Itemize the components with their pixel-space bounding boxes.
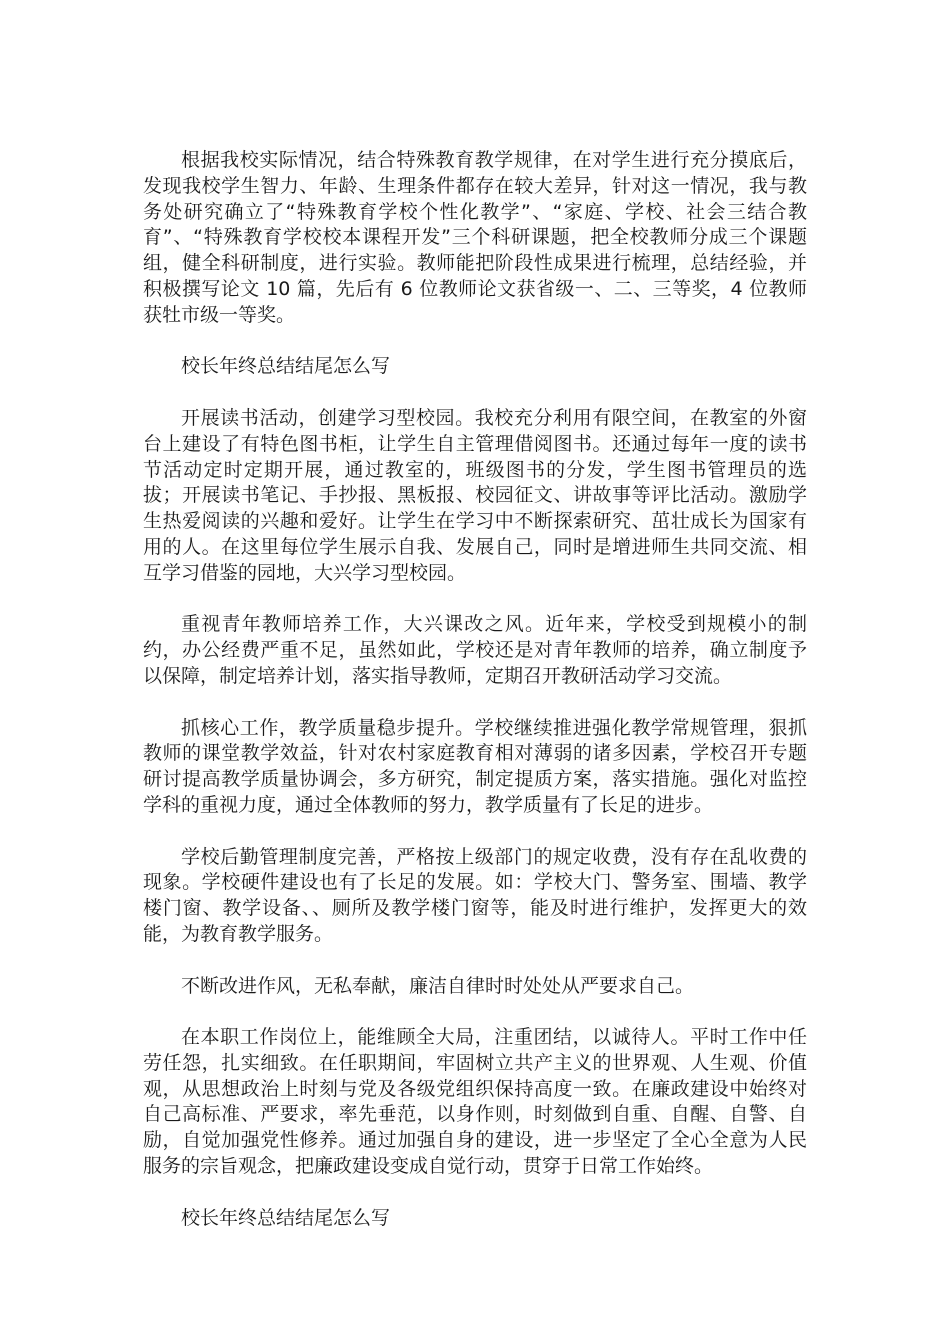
paragraph-integrity: 在本职工作岗位上，能维顾全大局，注重团结，以诚待人。平时工作中任劳任怨，扎实细致。在任职期间，牢固树立共产主义的世界观、人生观、价值观，从思想政治上时刻与党及各级党组织保持高度一致。在廉政建设中始终对自己高标准、严要求，率先垂范，以身作则，时刻做到自重、自醒、自警、自励，自觉加强党性修养。通过加强自身的建设，进一步坚定了全心全意为人民服务的宗旨观念，把廉政建设变成自觉行动，贯穿于日常工作始终。 bbox=[143, 1026, 807, 1178]
paragraph-logistics: 学校后勤管理制度完善，严格按上级部门的规定收费，没有存在乱收费的现象。学校硬件建设也有了长足的发展。如：学校大门、警务室、围墙、教学楼门窗、教学设备、、厕所及教学楼门窗等，能及时进行维护，发挥更大的效能，为教育教学服务。 bbox=[143, 845, 807, 945]
paragraph-young-teachers: 重视青年教师培养工作，大兴课改之风。近年来，学校受到规模小的制约，办公经费严重不足，虽然如此，学校还是对青年教师的培养，确立制度予以保障，制定培养计划，落实指导教师，定期召开教研活动学习交流。 bbox=[143, 613, 807, 687]
document-body bbox=[143, 148, 807, 1257]
paragraph-style: 不断改进作风，无私奉献，廉洁自律时时处处从严要求自己。 bbox=[181, 974, 695, 997]
paragraph-teaching-quality: 抓核心工作，教学质量稳步提升。学校继续推进强化教学常规管理，狠抓教师的课堂教学效益，针对农村家庭教育相对薄弱的诸多因素，学校召开专题研讨提高教学质量协调会，多方研究，制定提质方案，落实措施。强化对监控学科的重视力度，通过全体教师的努力，教学质量有了长足的进步。 bbox=[143, 716, 807, 816]
paragraph-reading: 开展读书活动，创建学习型校园。我校充分利用有限空间，在教室的外窗台上建设了有特色图书柜，让学生自主管理借阅图书。还通过每年一度的读书节活动定时定期开展，通过教室的，班级图书的分发，学生图书管理员的选拔；开展读书笔记、手抄报、黑板报、校园征文、讲故事等评比活动。激励学生热爱阅读的兴趣和爱好。让学生在学习中不断探索研究、茁壮成长为国家有用的人。在这里每位学生展示自我、发展自己，同时是增进师生共同交流、相互学习借鉴的园地，大兴学习型校园。 bbox=[143, 406, 807, 584]
section-heading: 校长年终总结结尾怎么写 bbox=[181, 355, 391, 378]
paragraph-research: 根据我校实际情况，结合特殊教育教学规律，在对学生进行充分摸底后，发现我校学生智力、年龄、生理条件都存在较大差异，针对这一情况，我与教务处研究确立了“特殊教育学校个性化教学”、“家庭、学校、社会三结合教育”、“特殊教育学校校本课程开发”三个科研课题，把全校教师分成三个课题组，健全科研制度，进行实验。教师能把阶段性成果进行梳理，总结经验，并积极撰写论文 10 篇，先后有 6 位教师论文获省级一、二、三等奖，4 位教师获牡市级一等奖。 bbox=[143, 149, 807, 326]
section-heading: 校长年终总结结尾怎么写 bbox=[181, 1206, 391, 1229]
